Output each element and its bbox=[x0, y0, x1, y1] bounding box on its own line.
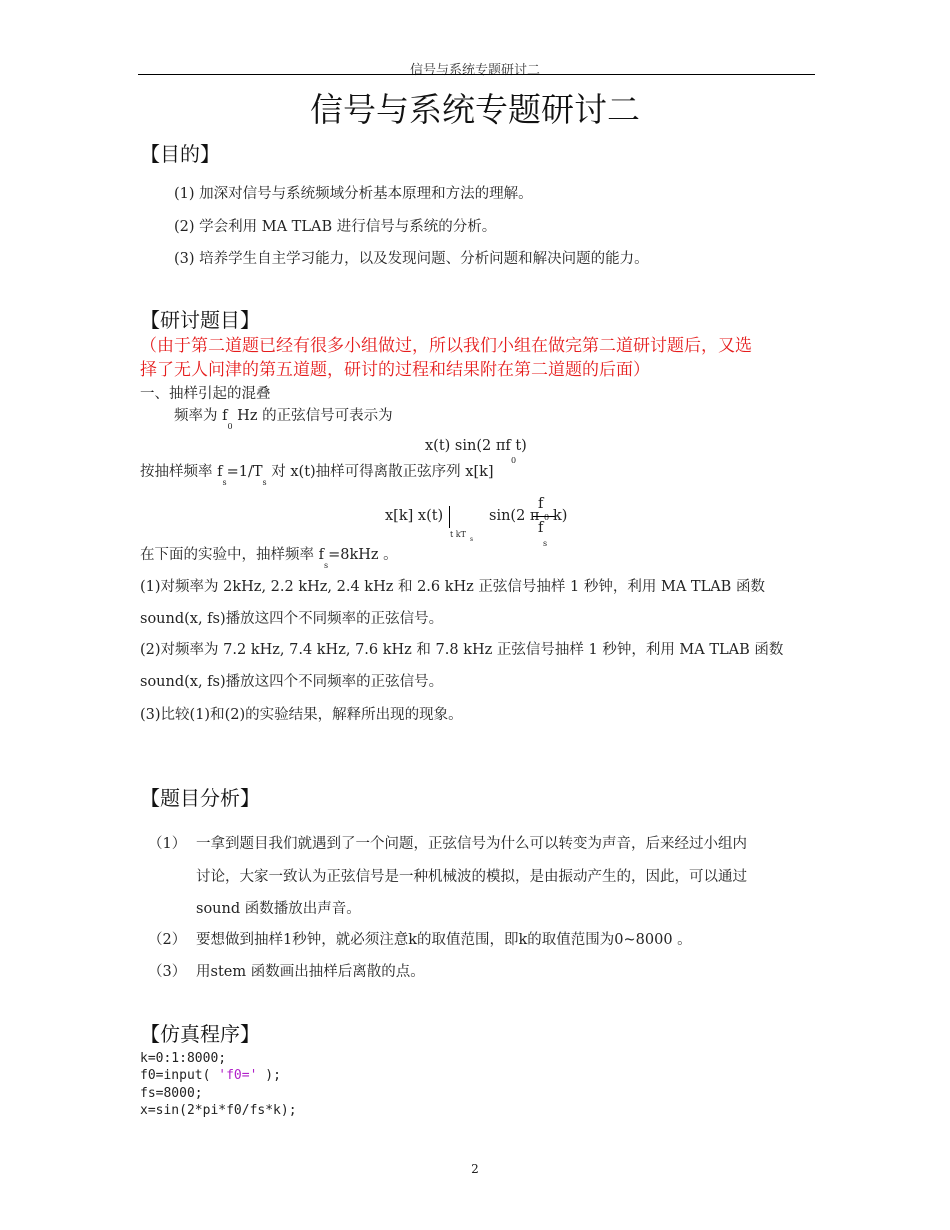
sampling-subscript-2: s bbox=[262, 478, 267, 487]
purpose-item-3: (3) 培养学生自主学习能力，以及发现问题、分析问题和解决问题的能力。 bbox=[174, 251, 649, 267]
sampling-subscript-1: s bbox=[222, 478, 227, 487]
sampling-line bbox=[140, 462, 494, 487]
analysis-item-3-number: （3） bbox=[148, 964, 187, 980]
topic-note-line-1: （由于第二道题已经有很多小组做过，所以我们小组在做完第二道研讨题后，又选 bbox=[140, 336, 752, 356]
sampling-text-c: 对 x(t)抽样可得离散正弦序列 x[k] bbox=[266, 464, 494, 480]
analysis-item-1-line-2: 讨论，大家一致认为正弦信号是一种机械波的模拟，是由振动产生的，因此，可以通过 bbox=[196, 869, 747, 885]
equation-2-numerator: f bbox=[538, 496, 544, 512]
fs-text-a: 在下面的实验中，抽样频率 f bbox=[140, 547, 324, 563]
task-3: (3)比较(1)和(2)的实验结果，解释所出现的现象。 bbox=[140, 707, 463, 723]
intro-text-a: 频率为 f bbox=[174, 408, 228, 424]
fraction-line bbox=[533, 516, 555, 517]
equation-2-right: k) bbox=[553, 508, 568, 524]
purpose-heading: 【目的】 bbox=[140, 142, 220, 166]
page-number: 2 bbox=[471, 1162, 479, 1176]
equation-2-numerator-subscript: 0 bbox=[544, 513, 550, 522]
header-rule bbox=[138, 74, 815, 75]
task-1-line-1: (1)对频率为 2kHz, 2.2 kHz, 2.4 kHz 和 2.6 kHz 正弦信号抽样 1 秒钟，利用 MA TLAB 函数 bbox=[140, 579, 765, 595]
purpose-item-2: (2) 学会利用 MA TLAB 进行信号与系统的分析。 bbox=[174, 219, 497, 235]
sampling-text-a: 按抽样频率 f bbox=[140, 464, 223, 480]
intro-line bbox=[174, 406, 393, 431]
equation-2-eval: t kT bbox=[450, 530, 466, 539]
program-heading: 【仿真程序】 bbox=[140, 1022, 260, 1046]
fs-text-b: =8kHz 。 bbox=[328, 547, 398, 563]
equation-1-subscript: 0 bbox=[511, 456, 517, 465]
intro-text-b: Hz 的正弦信号可表示为 bbox=[232, 408, 393, 424]
task-2-line-2: sound(x, fs)播放这四个不同频率的正弦信号。 bbox=[140, 674, 444, 690]
task-2-line-1: (2)对频率为 7.2 kHz, 7.4 kHz, 7.6 kHz 和 7.8 kHz 正弦信号抽样 1 秒钟，利用 MA TLAB 函数 bbox=[140, 642, 784, 658]
analysis-item-1-line-3: sound 函数播放出声音。 bbox=[196, 901, 361, 917]
analysis-item-2-number: （2） bbox=[148, 932, 187, 948]
analysis-item-1-line-1: 一拿到题目我们就遇到了一个问题，正弦信号为什么可以转变为声音，后来经过小组内 bbox=[196, 836, 747, 852]
running-header: 信号与系统专题研讨二 bbox=[409, 63, 540, 78]
purpose-item-1: (1) 加深对信号与系统频域分析基本原理和方法的理解。 bbox=[174, 186, 533, 202]
fs-subscript: s bbox=[323, 561, 329, 570]
analysis-heading: 【题目分析】 bbox=[140, 786, 260, 810]
intro-subscript: 0 bbox=[227, 422, 233, 431]
topic-note-line-2: 择了无人问津的第五道题，研讨的过程和结果附在第二道题的后面） bbox=[140, 360, 650, 380]
document-title: 信号与系统专题研讨二 bbox=[310, 90, 640, 129]
topic-heading: 【研讨题目】 bbox=[140, 308, 260, 332]
task-1-line-2: sound(x, fs)播放这四个不同频率的正弦信号。 bbox=[140, 611, 444, 627]
code-line-2 bbox=[140, 1067, 281, 1085]
code-line-4: x=sin(2*pi*f0/fs*k); bbox=[140, 1103, 297, 1118]
equation-2-denominator: f bbox=[538, 520, 544, 536]
fs-line bbox=[140, 545, 398, 570]
sampling-text-b: =1/T bbox=[226, 464, 263, 480]
topic-subheading: 一、抽样引起的混叠 bbox=[140, 386, 271, 402]
code-line-1: k=0:1:8000; bbox=[140, 1051, 227, 1066]
code-line-3: fs=8000; bbox=[140, 1086, 203, 1101]
code-line-2-b: ); bbox=[265, 1068, 281, 1083]
analysis-item-3-line-1: 用stem 函数画出抽样后离散的点。 bbox=[196, 964, 425, 980]
analysis-item-2-line-1: 要想做到抽样1秒钟，就必须注意k的取值范围，即k的取值范围为0~8000 。 bbox=[196, 932, 692, 948]
code-line-2-a: f0=input( bbox=[140, 1068, 219, 1083]
equation-2-eval-subscript: s bbox=[470, 536, 474, 543]
analysis-item-1-number: （1） bbox=[148, 836, 187, 852]
equation-1: x(t) sin(2 πf t) bbox=[425, 438, 527, 454]
equation-2-left: x[k] x(t) bbox=[385, 508, 444, 524]
evaluation-bar bbox=[449, 506, 450, 528]
equation-2-denominator-subscript: s bbox=[543, 539, 548, 548]
code-string-literal: 'f0=' bbox=[218, 1068, 266, 1083]
equation-2-mid: sin(2 π bbox=[489, 508, 540, 524]
